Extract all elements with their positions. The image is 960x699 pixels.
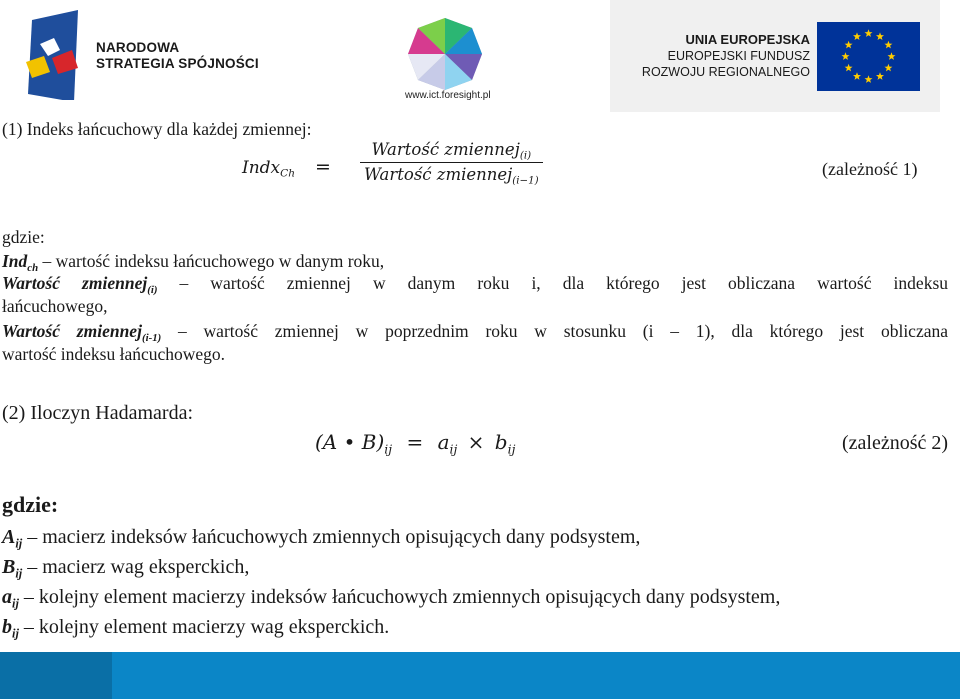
formula2-a-sub: ij	[449, 441, 458, 457]
formula1-lhs-symbol: Indx	[242, 158, 281, 178]
formula1-den-sub: (i−1)	[512, 175, 539, 187]
formula1-num-sub: (i)	[519, 150, 532, 162]
footer-bar	[0, 652, 960, 699]
def-b-text: – kolejny element macierzy wag eksperckich.	[18, 616, 390, 638]
formula2-ref: (zależność 2)	[842, 432, 949, 454]
def3-sub: (i-1)	[141, 331, 162, 344]
def2-continuation: łańcuchowego,	[2, 296, 108, 316]
def-a-symbol: a	[2, 586, 12, 608]
def2	[2, 272, 948, 294]
def2-symbol: Wartość zmiennej	[2, 273, 148, 293]
formula2-a: a	[437, 430, 450, 454]
formula1-numerator	[360, 140, 543, 162]
formula1-lhs-sub: Ch	[280, 167, 295, 180]
def-b-symbol: b	[2, 616, 12, 638]
def-a-text: – kolejny element macierzy indeksów łańcuchowych zmiennych opisujących dany podsystem,	[18, 586, 781, 608]
def-B-text: – macierz wag eksperckich,	[22, 556, 250, 578]
section2-def-b-upper	[2, 552, 249, 582]
ict-url: www.ict.foresight.pl	[405, 90, 491, 101]
def1	[2, 250, 384, 272]
formula1-ref: (zależność 1)	[822, 159, 918, 179]
formula2-b: b	[494, 430, 508, 454]
def2-text: – wartość zmiennej w danym roku i, dla którego jest obliczana wartość indeksu	[157, 273, 949, 293]
nss-logo-text	[96, 40, 259, 72]
formula1-fraction	[360, 140, 543, 187]
def-A-sub: ij	[15, 536, 23, 551]
eu-flag-icon	[817, 22, 920, 91]
formula2-lhs: (A • B)	[315, 430, 385, 454]
def3	[2, 320, 948, 342]
def-A-symbol: A	[2, 526, 16, 548]
def1-text: – wartość indeksu łańcuchowego w danym roku,	[38, 251, 385, 271]
footer-accent	[0, 652, 112, 699]
formula1-den-text: Wartość zmiennej	[364, 165, 513, 184]
formula1-lhs	[242, 158, 295, 178]
def3-continuation: wartość indeksu łańcuchowego.	[2, 344, 226, 364]
def3-text: – wartość zmiennej w poprzednim roku w stosunku (i – 1), dla którego jest obliczana	[161, 321, 948, 341]
section2-def-b-lower	[2, 612, 389, 642]
section1-gdzie: gdzie:	[2, 227, 45, 247]
nss-line2: STRATEGIA SPÓJNOŚCI	[96, 56, 259, 71]
formula1-eq: =	[315, 156, 331, 178]
formula2	[315, 430, 516, 457]
def1-symbol: Ind	[2, 251, 28, 271]
eu-line2: EUROPEJSKI FUNDUSZ	[667, 49, 810, 63]
formula1-denominator	[360, 162, 543, 187]
eu-line1: UNIA EUROPEJSKA	[685, 32, 810, 47]
def1-sub: ch	[27, 261, 39, 274]
formula2-times: ×	[467, 430, 485, 454]
def-b-sub: ij	[12, 626, 19, 641]
section2-def-a-upper	[2, 522, 640, 552]
def3-symbol: Wartość zmiennej	[2, 321, 142, 341]
formula2-b-sub: ij	[507, 441, 516, 457]
formula1-num-text: Wartość zmiennej	[371, 140, 520, 159]
section2-heading: (2) Iloczyn Hadamarda:	[2, 402, 194, 424]
formula2-lhs-sub: ij	[384, 441, 393, 457]
eu-logo-text	[620, 32, 810, 80]
section2-def-a-lower	[2, 582, 780, 612]
nss-line1: NARODOWA	[96, 40, 180, 55]
def-B-sub: ij	[15, 566, 23, 581]
def-A-text: – macierz indeksów łańcuchowych zmiennych opisujących dany podsystem,	[22, 526, 641, 548]
section2-gdzie: gdzie:	[2, 492, 59, 517]
def2-sub: (i)	[147, 283, 158, 296]
eu-line3: ROZWOJU REGIONALNEGO	[641, 65, 810, 79]
section1-heading: (1) Indeks łańcuchowy dla każdej zmiennej:	[2, 119, 312, 139]
formula2-eq: =	[406, 430, 424, 454]
def-a-sub: ij	[12, 596, 19, 611]
def-B-symbol: B	[2, 556, 16, 578]
